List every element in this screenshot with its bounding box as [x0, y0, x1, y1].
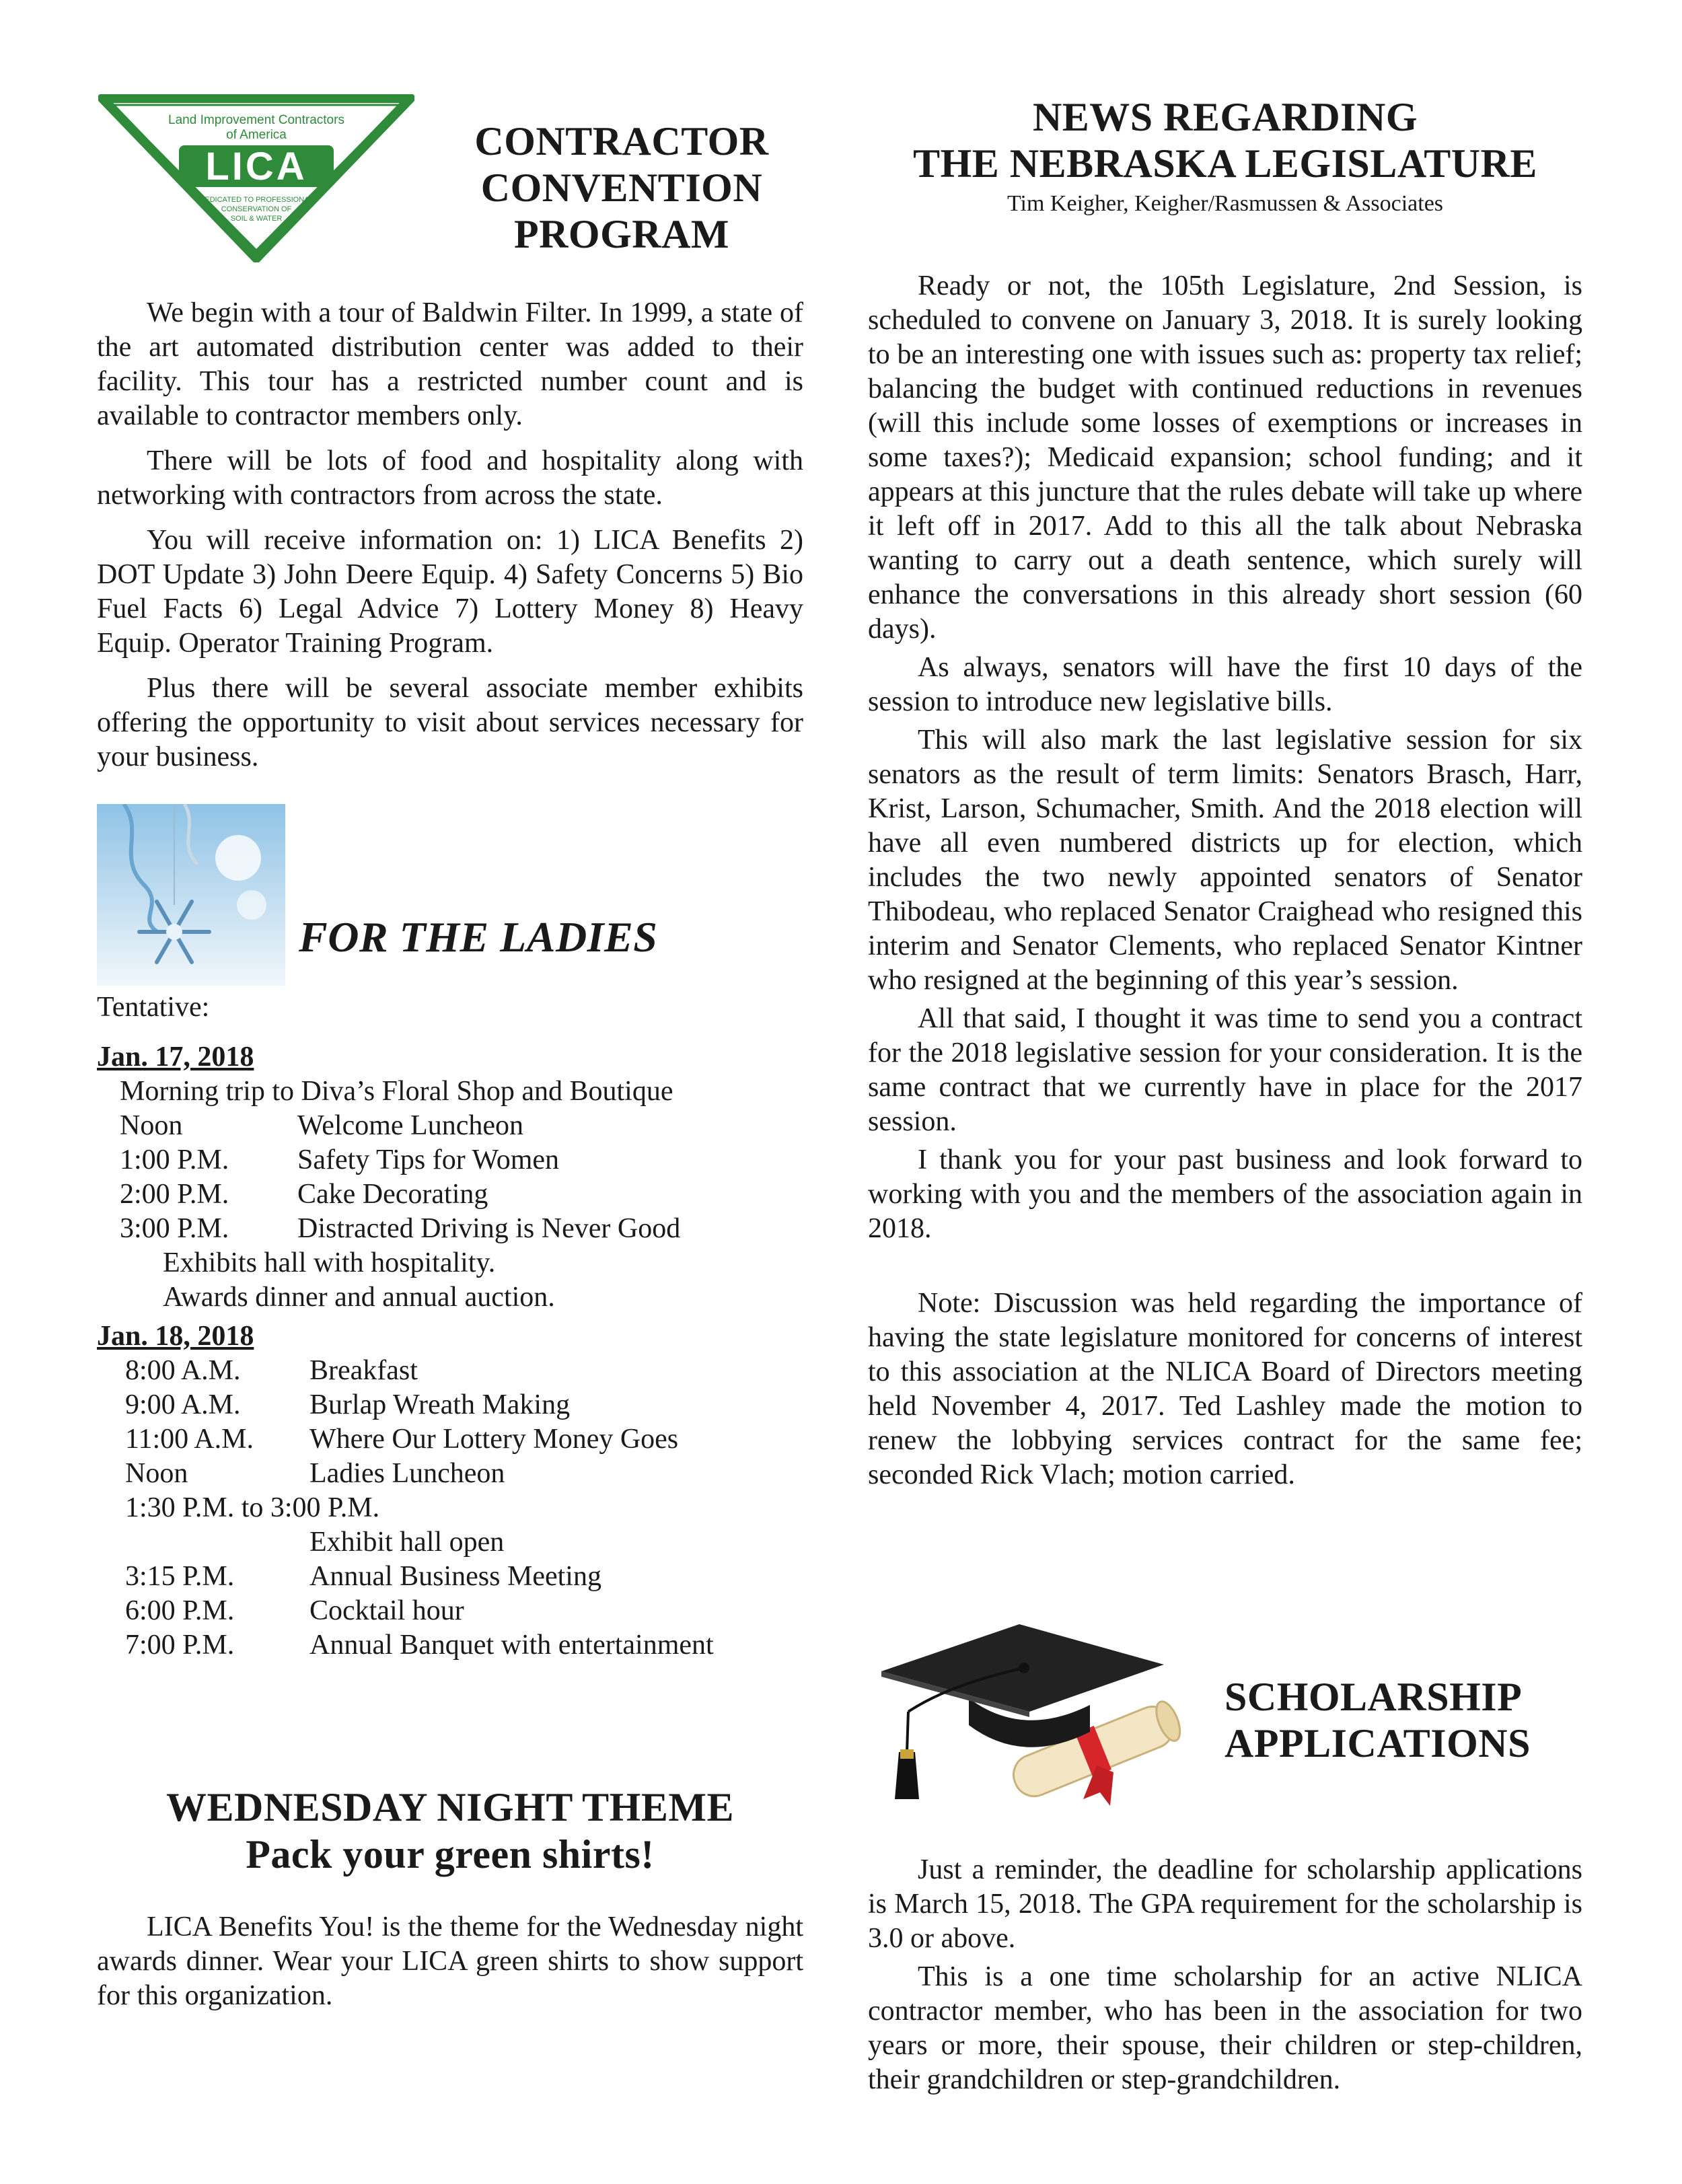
schedule-time: 3:00 P.M. — [120, 1213, 229, 1244]
schedule-time: Noon — [125, 1458, 188, 1489]
schedule-time: 1:00 P.M. — [120, 1144, 229, 1175]
scholarship-title-line2: APPLICATIONS — [1224, 1721, 1531, 1766]
schedule-event: Exhibit hall open — [309, 1527, 505, 1558]
snowflake-ornament-image — [97, 804, 285, 986]
schedule-event: Breakfast — [309, 1355, 418, 1386]
scholarship-title — [1224, 1674, 1569, 1767]
schedule-time: 2:00 P.M. — [120, 1179, 229, 1210]
schedule-row — [97, 1354, 803, 1388]
schedule-time: 11:00 A.M. — [125, 1424, 254, 1455]
schedule-event: Cake Decorating — [297, 1179, 488, 1210]
lica-logo — [98, 94, 414, 262]
logo-tag3: SOIL & WATER — [230, 215, 283, 223]
news-paragraph: All that said, I thought it was time to send you a contract for the 2018 legislative session for your consideration. It is the same contract that we currently have in place for the 2017 session. — [868, 1003, 1582, 1137]
news-paragraph: I thank you for your past business and look forward to working with you and the members of the association again in 2018. — [868, 1144, 1582, 1244]
day1-extra: Exhibits hall with hospitality. — [163, 1247, 496, 1278]
schedule-row — [97, 1560, 803, 1594]
news-title-line1: NEWS REGARDING — [1032, 95, 1418, 139]
schedule-time: 1:30 P.M. to 3:00 P.M. — [125, 1492, 380, 1523]
convention-paragraph: Plus there will be several associate member exhibits offering the opportunity to visit about services necessary for your business. — [97, 673, 803, 772]
schedule-row — [97, 1212, 803, 1246]
news-paragraph: Ready or not, the 105th Legislature, 2nd Session, is scheduled to convene on January 3, 2018. It is surely looking to be an interesting one with issues such as: property tax relief; balancing the budget with continued reductions in revenues (will this include some losses of exemptions or increases in some taxes?); Medicaid expansion; school funding; and it appears at this juncture that the rules debate will take up where it left off in 2017. Add to this all the talk about Nebraska wanting to carry out a death sentence, which surely will enhance the conversations in this already short session (60 days). — [868, 270, 1582, 645]
schedule-row — [97, 1491, 803, 1525]
schedule-row — [97, 1457, 803, 1491]
news-paragraph: As always, senators will have the first 10 days of the session to introduce new legislative bills. — [868, 652, 1582, 717]
news-body — [868, 269, 1582, 1492]
schedule-row — [97, 1388, 803, 1422]
schedule-event: Ladies Luncheon — [309, 1458, 505, 1489]
scholarship-paragraph: Just a reminder, the deadline for scholarship applications is March 15, 2018. The GPA requirement for the scholarship is 3.0 or above. — [868, 1854, 1582, 1954]
news-byline: Tim Keigher, Keigher/Rasmussen & Associates — [1007, 191, 1444, 216]
news-title-line2: THE NEBRASKA LEGISLATURE — [913, 141, 1537, 186]
ladies-heading: FOR THE LADIES — [299, 913, 658, 961]
news-note: Note: Discussion was held regarding the importance of having the state legislature monitored for concerns of interest to this association at the NLICA Board of Directors meeting held November 4, 2017. Ted Lashley made the motion to renew the lobbying services contract for the same fee; seconded Rick Vlach; motion carried. — [868, 1288, 1582, 1490]
schedule-row — [97, 1143, 803, 1177]
schedule-row — [97, 1628, 803, 1663]
logo-line1: Land Improvement Contractors — [168, 113, 344, 127]
schedule-time: 7:00 P.M. — [125, 1630, 235, 1661]
schedule-event: Welcome Luncheon — [297, 1110, 523, 1141]
schedule-event: Burlap Wreath Making — [309, 1389, 571, 1420]
convention-paragraph: You will receive information on: 1) LICA Benefits 2) DOT Update 3) John Deere Equip. 4) Safety Concerns 5) Bio Fuel Facts 6) Legal Advice 7) Lottery Money 8) Heavy Equip. Operator Training Program. — [97, 525, 803, 659]
day2-date: Jan. 18, 2018 — [97, 1321, 254, 1352]
schedule-time: 6:00 P.M. — [125, 1595, 235, 1626]
convention-title — [420, 118, 824, 258]
wednesday-subtitle: Pack your green shirts! — [246, 1832, 655, 1877]
news-paragraph: This will also mark the last legislative session for six senators as the result of term limits: Senators Brasch, Harr, Krist, Larson, Schumacher, Smith. And the 2018 election will have all even numbered districts up for election, which includes the two newly appointed senators of Senator Thibodeau, who replaced Senator Craighead who resigned this interim and Senator Clements, who replaced Senator Kintner who resigned at the beginning of this year’s session. — [868, 725, 1582, 996]
scholarship-body — [868, 1853, 1582, 2097]
convention-title-line2: CONVENTION — [480, 166, 763, 210]
schedule-event: Annual Business Meeting — [309, 1561, 601, 1592]
schedule-time: 8:00 A.M. — [125, 1355, 241, 1386]
wednesday-title: WEDNESDAY NIGHT THEME — [166, 1785, 735, 1829]
ladies-title — [299, 914, 803, 960]
convention-title-line1: CONTRACTOR — [474, 119, 769, 163]
ladies-day1 — [97, 1040, 803, 1315]
schedule-time: Noon — [120, 1110, 183, 1141]
schedule-row — [97, 1422, 803, 1457]
schedule-row — [97, 1177, 803, 1212]
scholarship-title-line1: SCHOLARSHIP — [1224, 1675, 1523, 1719]
schedule-event: Distracted Driving is Never Good — [297, 1213, 681, 1244]
schedule-row — [97, 1594, 803, 1628]
day1-extra: Awards dinner and annual auction. — [163, 1282, 555, 1313]
schedule-event: Annual Banquet with entertainment — [309, 1630, 714, 1661]
ladies-tentative: Tentative: — [97, 992, 210, 1023]
convention-paragraph: There will be lots of food and hospitality along with networking with contractors from across the state. — [97, 445, 803, 511]
logo-tag1: DEDICATED TO PROFESSIONAL — [199, 196, 314, 204]
schedule-event: Safety Tips for Women — [297, 1144, 560, 1175]
schedule-event: Cocktail hour — [309, 1595, 464, 1626]
convention-title-line3: PROGRAM — [513, 212, 730, 256]
convention-paragraph: We begin with a tour of Baldwin Filter. In 1999, a state of the art automated distribution center was added to their facility. This tour has a restricted number count and is available to contractor members only. — [97, 297, 803, 431]
news-title — [868, 94, 1582, 218]
graduation-cap-diploma-image — [868, 1597, 1198, 1819]
day1-intro: Morning trip to Diva’s Floral Shop and Boutique — [120, 1076, 673, 1107]
schedule-event: Where Our Lottery Money Goes — [309, 1424, 679, 1455]
schedule-time: 3:15 P.M. — [125, 1561, 235, 1592]
wednesday-paragraph: LICA Benefits You! is the theme for the Wednesday night awards dinner. Wear your LICA green shirts to show support for this organization. — [97, 1912, 803, 2011]
convention-body — [97, 296, 803, 774]
logo-tag2: CONSERVATION OF — [221, 205, 292, 213]
logo-line2: of America — [226, 128, 287, 142]
ladies-day2 — [97, 1319, 803, 1663]
logo-mark: LICA — [205, 145, 307, 188]
scholarship-paragraph: This is a one time scholarship for an active NLICA contractor member, who has been in the association for two years or more, their spouse, their children or step-children, their grandchildren or step-grandchildren. — [868, 1961, 1582, 2095]
wednesday-section — [97, 1784, 803, 2013]
schedule-time: 9:00 A.M. — [125, 1389, 241, 1420]
day1-date: Jan. 17, 2018 — [97, 1042, 254, 1072]
schedule-row — [97, 1109, 803, 1143]
schedule-row — [97, 1525, 803, 1560]
